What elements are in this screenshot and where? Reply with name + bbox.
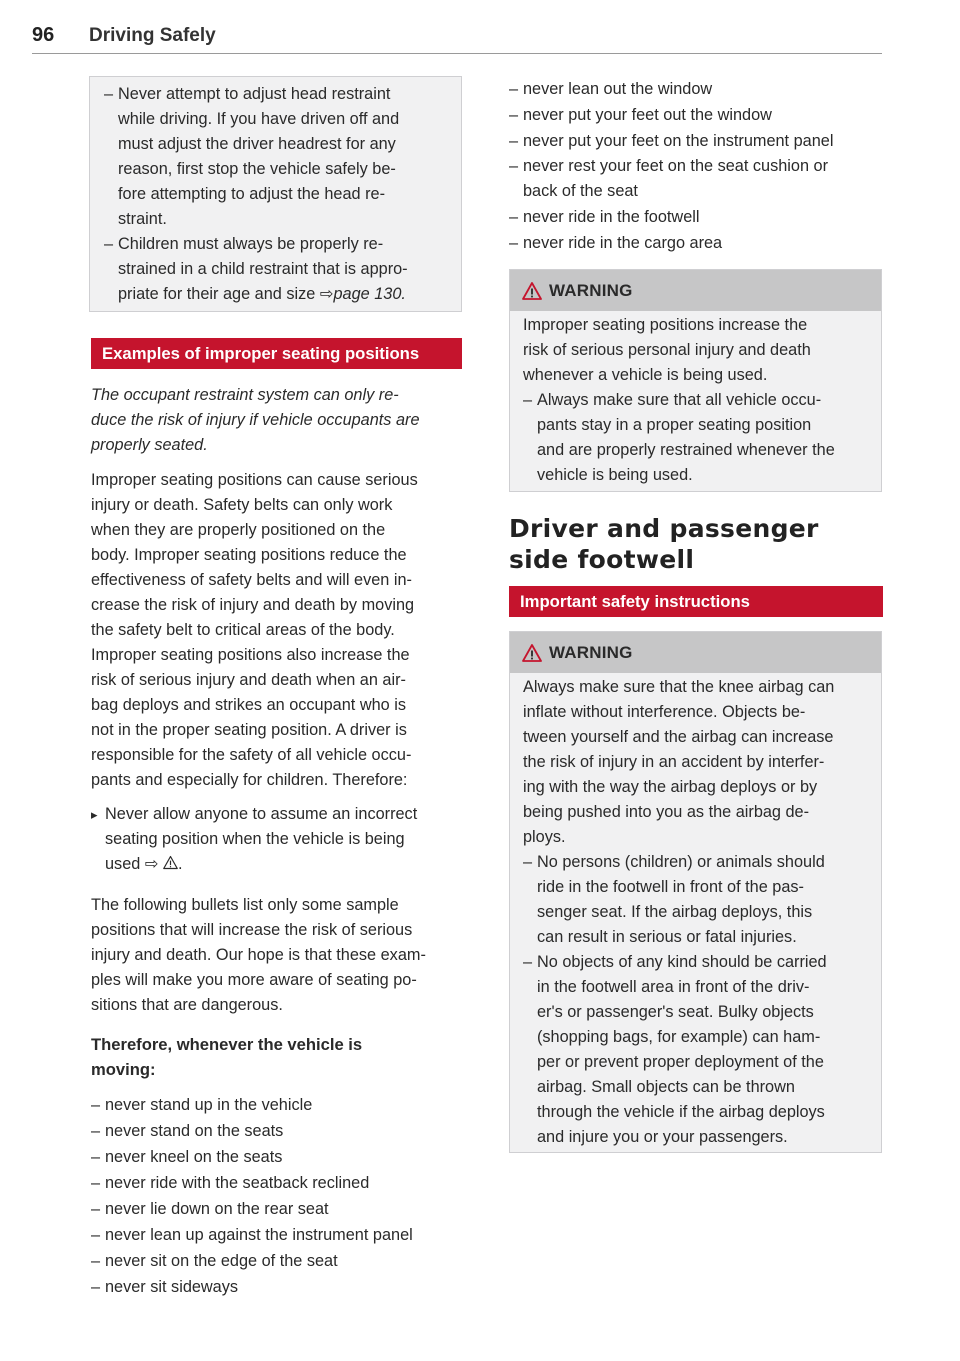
right-arrow-reference-icon: ⇨ [319, 285, 334, 303]
warning-triangle-icon[interactable] [163, 855, 178, 870]
continued-note-list [104, 82, 448, 307]
instruction-list [91, 802, 463, 877]
list-item: – never lean out the window [509, 76, 883, 102]
section-intro: The occupant restraint system can only re- duce the risk of injury if vehicle occupants are properly seated. [91, 386, 420, 454]
list-item: – never sit on the edge of the seat [91, 1248, 463, 1274]
list-item: – never sit sideways [91, 1274, 463, 1300]
list-item: – never ride with the seatback reclined [91, 1170, 463, 1196]
warning-triangle-icon [522, 643, 542, 663]
warning-triangle-icon [522, 281, 542, 301]
list-item: – never kneel on the seats [91, 1144, 463, 1170]
warning-label: WARNING [549, 280, 633, 300]
list-item: ▸ Never allow anyone to assume an incorrect seating position when the vehicle is being used ⇨ . [91, 802, 463, 877]
list-item: – never put your feet out the window [509, 102, 883, 128]
warning-box-seating [509, 269, 882, 492]
paragraph-improper-seating: Improper seating positions can cause serious injury or death. Safety belts can only work when they are properly positioned on the body. Improper seating positions reduce the effectiveness of safety belts and will even in- crease the risk of injury and death by moving the safety belt to critical areas of the body. Improper seating positions also increase the risk of serious injury and death when an air- bag deploys and strikes an occupant who is not in the proper seating position. A driver is responsible for the safety of all vehicle occu- pants and especially for children. Therefore: [91, 471, 418, 789]
never-list-right [509, 76, 883, 256]
list-item: – never rest your feet on the seat cushion or back of the seat [509, 154, 883, 204]
paragraph-sample-positions: The following bullets list only some sample positions that will increase the risk of serious injury and death. Our hope is that these exam- ples will make you more aware of seating po- sitions that are dangerous. [91, 896, 426, 1014]
list-item: – No objects of any kind should be carried in the footwell area in front of the driv- er's or passenger's seat. Bulky objects (shopping bags, for example) can ham- per or prevent proper deployment of the airbag. Small objects can be thrown through the vehicle if the airbag deploys and injure you or your passengers. [523, 950, 869, 1150]
never-list-left [91, 1092, 463, 1300]
warning-bullets [523, 388, 869, 488]
list-item: – Children must always be properly re- strained in a child restraint that is appro- priate for their age and size ⇨page 130. [104, 232, 448, 307]
list-item: – never stand up in the vehicle [91, 1092, 463, 1118]
list-item: – Always make sure that all vehicle occu- pants stay in a proper seating position and are properly restrained whenever the vehicle is being used. [523, 388, 869, 488]
list-item: – never lie down on the rear seat [91, 1196, 463, 1222]
warning-body: Improper seating positions increase the risk of serious personal injury and death whenever a vehicle is being used. – Always make sure that all vehicle occu- pants stay in a proper seating position and are properly restrained whenever the vehicle is being used. [510, 311, 881, 496]
list-item: – never ride in the cargo area [509, 230, 883, 256]
warning-bullets [523, 850, 869, 1150]
list-item: – never ride in the footwell [509, 204, 883, 230]
right-arrow-reference-icon: ⇨ [144, 855, 159, 873]
bold-subheading: Therefore, whenever the vehicle is moving: [91, 1035, 363, 1079]
main-section-title: Driver and passenger side footwell [509, 514, 819, 574]
section-heading-improper-seating: Examples of improper seating positions [91, 338, 462, 369]
warning-body: Always make sure that the knee airbag can inflate without interference. Objects be- tween yourself and the airbag can increase the risk of injury in an accident by interfer- ing with the way the airbag deploys or by being pushed into you as the airbag de- ploys. – No persons (children) or animals should ride in the footwell in front of the pas- senger seat. If the airbag deploys, this can result in serious or fatal injuries. – No objects of any kind should be carried in the footwell area in front of the driv- er's or passenger's seat. Bulky objects (shopping bags, for example) can ham- per or prevent proper deployment of the airbag. Small objects can be thrown through the vehicle if the airbag deploys and injure you or your passengers. [510, 673, 881, 1158]
page-reference-link[interactable]: page 130. [333, 285, 406, 303]
list-item: – never lean up against the instrument panel [91, 1222, 463, 1248]
chapter-title: Driving Safely [89, 25, 216, 46]
list-item: – Never attempt to adjust head restraint while driving. If you have driven off and must adjust the driver headrest for any reason, first stop the vehicle safely be- fore attempting to adjust the head re- straint. [104, 82, 448, 232]
warning-box-footwell [509, 631, 882, 1153]
page-number: 96 [32, 24, 55, 46]
warning-header [510, 632, 881, 673]
warning-header [510, 270, 881, 311]
list-item: – No persons (children) or animals should ride in the footwell in front of the pas- senger seat. If the airbag deploys, this can result in serious or fatal injuries. [523, 850, 869, 950]
warning-label: WARNING [549, 642, 633, 662]
section-heading-safety-instructions: Important safety instructions [509, 586, 883, 617]
continued-note-box [89, 76, 462, 312]
list-item: – never stand on the seats [91, 1118, 463, 1144]
list-item: – never put your feet on the instrument panel [509, 128, 883, 154]
page-header [32, 22, 882, 54]
